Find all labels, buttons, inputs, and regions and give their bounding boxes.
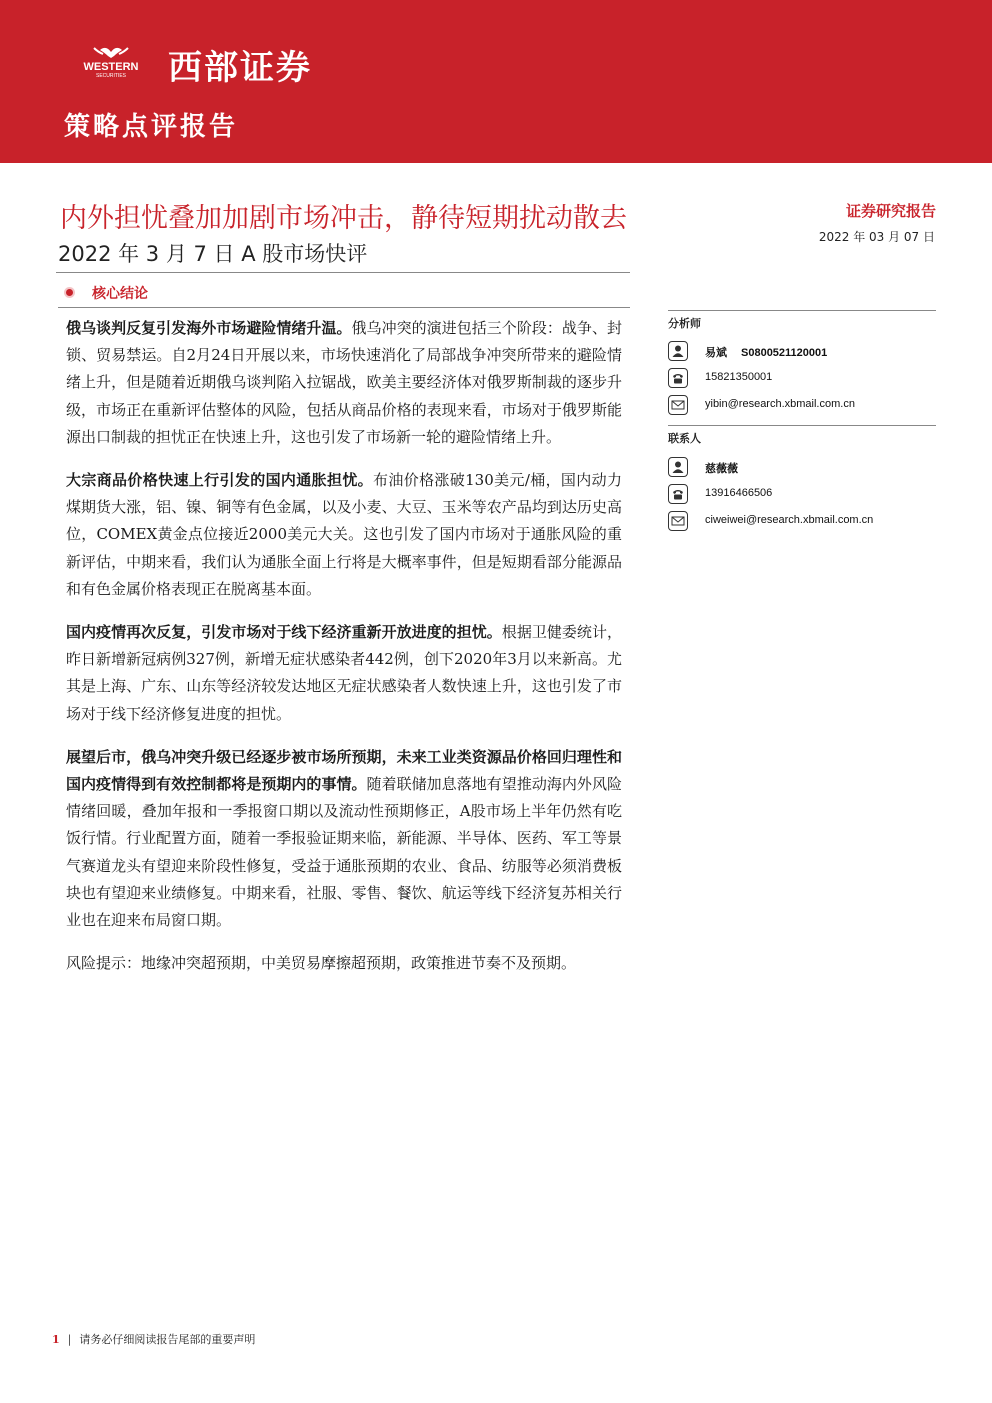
report-category: 证券研究报告 bbox=[845, 202, 936, 220]
paragraph-lead: 俄乌谈判反复引发海外市场避险情绪升温。 bbox=[66, 319, 352, 337]
paragraph-text: 根据卫健委统计，昨日新增新冠病例327例，新增无症状感染者442例，创下2020年3月以来新高。尤其是上海、广东、山东等经济较发达地区无症状感染者人数快速上升，这也引发了市场对于线下经济修复进度的担忧。 bbox=[66, 623, 622, 723]
section-divider bbox=[58, 307, 630, 308]
main-content bbox=[66, 315, 622, 993]
analyst-name-line bbox=[705, 344, 827, 360]
analyst-phone-row bbox=[668, 368, 936, 388]
phone-icon bbox=[668, 368, 688, 388]
person-icon bbox=[668, 457, 688, 477]
contact-phone-row bbox=[668, 484, 936, 504]
page-number: 1 bbox=[52, 1333, 60, 1346]
paragraph-text: 风险提示：地缘冲突超预期，中美贸易摩擦超预期，政策推进节奏不及预期。 bbox=[66, 954, 577, 973]
risk-warning bbox=[66, 950, 622, 977]
header-banner bbox=[0, 0, 992, 163]
paragraph bbox=[66, 467, 622, 603]
paragraph-text: 俄乌冲突的演进包括三个阶段：战争、封锁、贸易禁运。自2月24日开展以来，市场快速消化了局部战争冲突所带来的避险情绪上升，但是随着近期俄乌谈判陷入拉锯战，欧美主要经济体对俄罗斯制裁的逐步升级，市场正在重新评估整体的风险，包括从商品价格的表现来看，市场对于俄罗斯能源出口制裁的担忧正在快速上升，这也引发了市场新一轮的避险情绪上升。 bbox=[66, 319, 622, 446]
report-subtitle: 2022 年 3 月 7 日 A 股市场快评 bbox=[58, 242, 368, 266]
title-divider bbox=[56, 272, 630, 273]
footer-separator: | bbox=[67, 1333, 72, 1346]
person-icon bbox=[668, 341, 688, 361]
contact-email[interactable]: ciweiwei@research.xbmail.com.cn bbox=[705, 514, 874, 526]
report-title: 内外担忧叠加加剧市场冲击，静待短期扰动散去 bbox=[60, 203, 627, 234]
analyst-name: 易斌 bbox=[705, 347, 727, 359]
sidebar-top-divider bbox=[668, 310, 936, 311]
paragraph bbox=[66, 315, 622, 451]
report-date: 2022 年 03 月 07 日 bbox=[818, 230, 935, 244]
paragraph-text: 布油价格涨破130美元/桶，国内动力煤期货大涨，铝、镍、铜等有色金属，以及小麦、大豆、玉米等农产品均到达历史高位，COMEX黄金点位接近2000美元大关。这也引发了国内市场对于通胀风险的重新评估，中期来看，我们认为通胀全面上行将是大概率事件，但是短期看部分能源品和有色金属价格表现正在脱离基本面。 bbox=[66, 471, 622, 598]
section-title: 核心结论 bbox=[92, 286, 148, 302]
contact-email-row bbox=[668, 511, 936, 531]
footer-note: 请务必仔细阅读报告尾部的重要声明 bbox=[79, 1333, 256, 1346]
analyst-phone: 15821350001 bbox=[705, 371, 773, 383]
analyst-email[interactable]: yibin@research.xbmail.com.cn bbox=[705, 398, 855, 410]
paragraph-lead: 展望后市，俄乌冲突升级已经逐步被市场所预期，未来工业类资源品价格回归理性和国内疫情得到有效控制都将是预期内的事情。 bbox=[66, 747, 622, 794]
paragraph-lead: 国内疫情再次反复，引发市场对于线下经济重新开放进度的担忧。 bbox=[66, 623, 502, 642]
contact-heading: 联系人 bbox=[668, 432, 701, 445]
bullet-icon bbox=[66, 289, 73, 296]
contact-name-row bbox=[668, 457, 936, 477]
report-type-label: 策略点评报告 bbox=[64, 112, 239, 142]
paragraph-text: 随着联储加息落地有望推动海内外风险情绪回暖，叠加年报和一季报窗口期以及流动性预期修正，A股市场上半年仍然有吃饭行情。行业配置方面，随着一季报验证期来临，新能源、半导体、医药、军工等景气赛道龙头有望迎来阶段性修复，受益于通胀预期的农业、食品、纺服等必须消费板块也有望迎来业绩修复。中期来看，社服、零售、餐饮、航运等线下经济复苏相关行业也在迎来布局窗口期。 bbox=[66, 775, 622, 930]
analyst-heading: 分析师 bbox=[668, 317, 701, 330]
logo-chinese-name: 西部证券 bbox=[168, 48, 312, 88]
mail-icon bbox=[668, 395, 688, 415]
paragraph bbox=[66, 619, 622, 728]
section-header bbox=[58, 280, 630, 306]
contact-phone: 13916466506 bbox=[705, 487, 773, 499]
page-footer bbox=[52, 1331, 255, 1347]
contact-name: 慈薇薇 bbox=[705, 463, 738, 475]
analyst-email-row bbox=[668, 395, 936, 415]
phone-icon bbox=[668, 484, 688, 504]
logo-en-sub-text: SECURITIES bbox=[95, 73, 127, 78]
western-logo-icon bbox=[70, 44, 152, 78]
analyst-name-row bbox=[668, 341, 936, 361]
mail-icon bbox=[668, 511, 688, 531]
logo-en-text: WESTERN bbox=[83, 61, 139, 73]
sidebar-mid-divider bbox=[668, 425, 936, 426]
paragraph-lead: 大宗商品价格快速上行引发的国内通胀担忧。 bbox=[66, 471, 374, 490]
paragraph bbox=[66, 744, 622, 934]
analyst-cert: S0800521120001 bbox=[741, 347, 828, 359]
